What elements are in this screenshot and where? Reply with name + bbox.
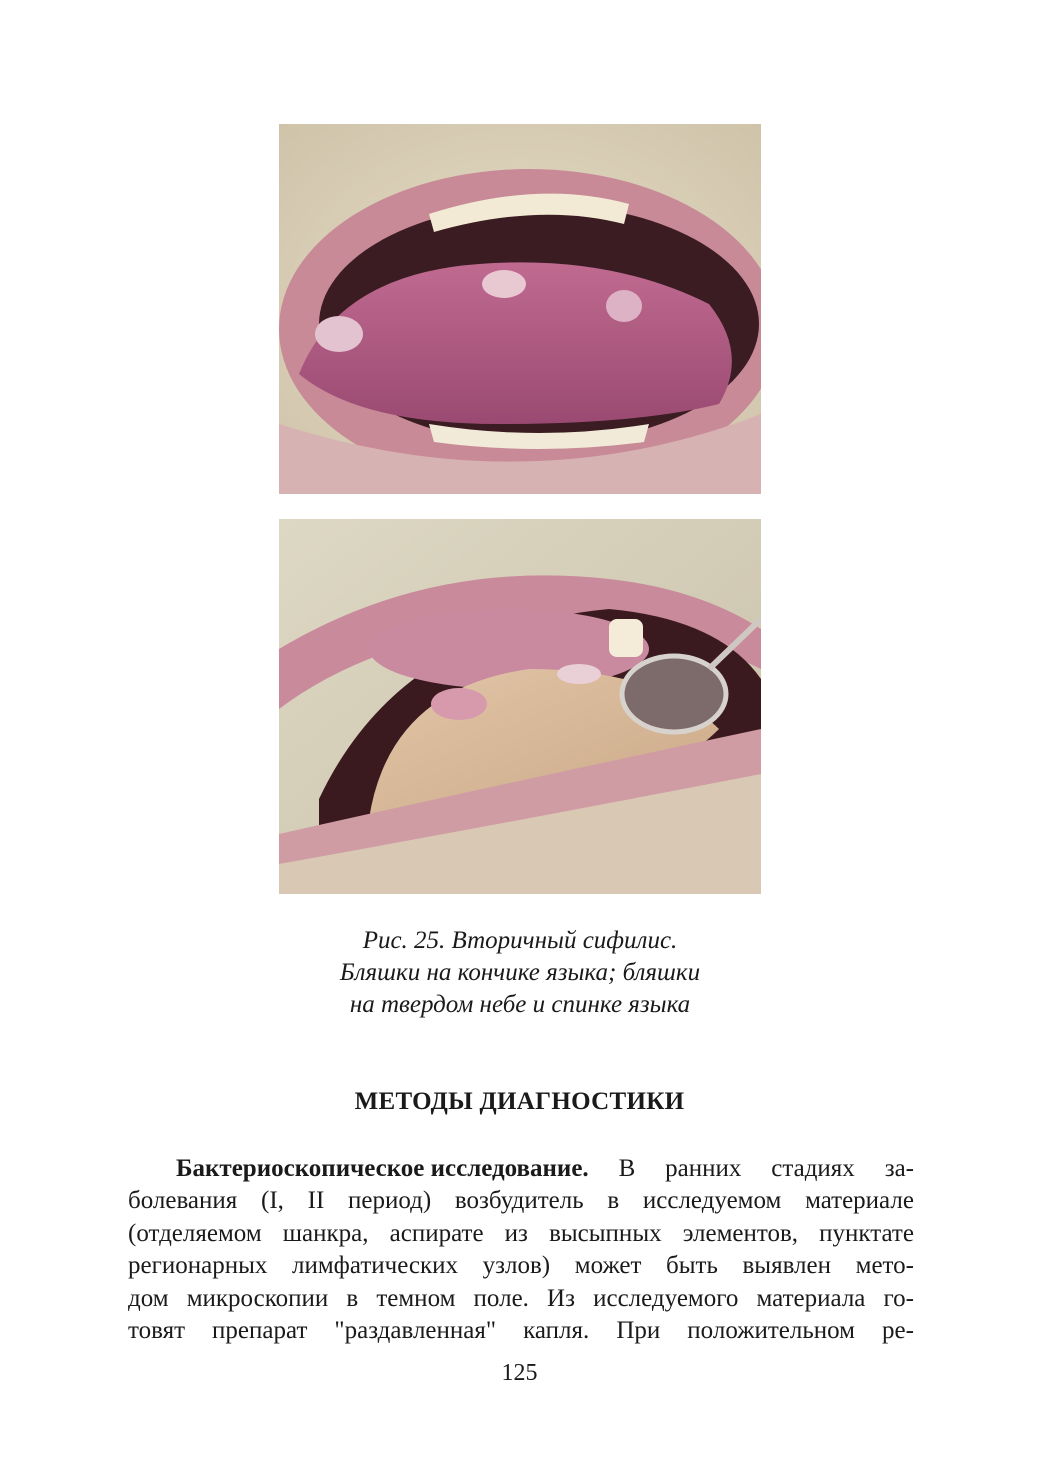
word: аспирате bbox=[389, 1219, 484, 1247]
word: микроскопии bbox=[186, 1284, 329, 1312]
word: темном bbox=[376, 1284, 456, 1312]
word: болевания bbox=[128, 1187, 238, 1215]
section-title: МЕТОДЫ ДИАГНОСТИКИ bbox=[354, 1088, 685, 1115]
paragraph-line bbox=[128, 1250, 914, 1282]
word: регионарных bbox=[128, 1252, 268, 1280]
word: поле. bbox=[473, 1284, 529, 1312]
word: ре- bbox=[882, 1316, 914, 1344]
word: стадиях bbox=[771, 1155, 855, 1182]
body-paragraph bbox=[128, 1153, 914, 1347]
word: препарат bbox=[212, 1316, 308, 1344]
word: мето- bbox=[855, 1252, 914, 1280]
caption-line: на твердом небе и спинке языка bbox=[349, 991, 691, 1018]
word: период) bbox=[348, 1187, 432, 1215]
word: капля. bbox=[523, 1316, 590, 1344]
word: в bbox=[346, 1284, 359, 1312]
word: за- bbox=[884, 1155, 914, 1182]
word: пунктате bbox=[819, 1219, 914, 1247]
word: элементов, bbox=[682, 1219, 799, 1247]
caption-line: Бляшки на кончике языка; бляшки bbox=[339, 959, 701, 986]
word: (I, bbox=[261, 1187, 284, 1215]
photo-palate-tongue-plaques bbox=[279, 519, 761, 894]
word: лимфатических bbox=[292, 1252, 459, 1280]
word: Из bbox=[547, 1284, 575, 1312]
word: положительном bbox=[687, 1316, 855, 1344]
word: ранних bbox=[665, 1155, 742, 1182]
photo-tongue-tip-plaques bbox=[279, 124, 761, 494]
lead-phrase: Бактериоскопическое исследование. bbox=[176, 1155, 589, 1182]
figure bbox=[279, 124, 761, 894]
paragraph-line bbox=[128, 1185, 914, 1217]
paragraph-line bbox=[128, 1283, 914, 1315]
paragraph-line bbox=[128, 1153, 914, 1185]
word: возбудитель bbox=[454, 1187, 584, 1215]
word: выявлен bbox=[742, 1252, 832, 1280]
word: шанкра, bbox=[282, 1219, 369, 1247]
page-number: 125 bbox=[501, 1360, 538, 1386]
paragraph-line bbox=[128, 1218, 914, 1250]
word: (отделяемом bbox=[128, 1219, 262, 1247]
word: В bbox=[618, 1155, 636, 1182]
word: в bbox=[607, 1187, 620, 1215]
word: исследуемом bbox=[642, 1187, 782, 1215]
figure-caption bbox=[200, 925, 840, 1021]
caption-line: Рис. 25. Вторичный сифилис. bbox=[362, 927, 678, 954]
word: II bbox=[307, 1187, 325, 1215]
paragraph-line bbox=[128, 1315, 914, 1347]
word: При bbox=[616, 1316, 661, 1344]
word: го- bbox=[883, 1284, 914, 1312]
word: исследуемого bbox=[593, 1284, 739, 1312]
word: материала bbox=[756, 1284, 866, 1312]
word: высыпных bbox=[549, 1219, 662, 1247]
word: узлов) bbox=[482, 1252, 551, 1280]
word: быть bbox=[666, 1252, 718, 1280]
word: из bbox=[504, 1219, 528, 1247]
word: "раздавленная" bbox=[334, 1316, 497, 1344]
word: дом bbox=[128, 1284, 169, 1312]
word: материале bbox=[805, 1187, 914, 1215]
word: может bbox=[574, 1252, 642, 1280]
word: товят bbox=[128, 1316, 185, 1344]
